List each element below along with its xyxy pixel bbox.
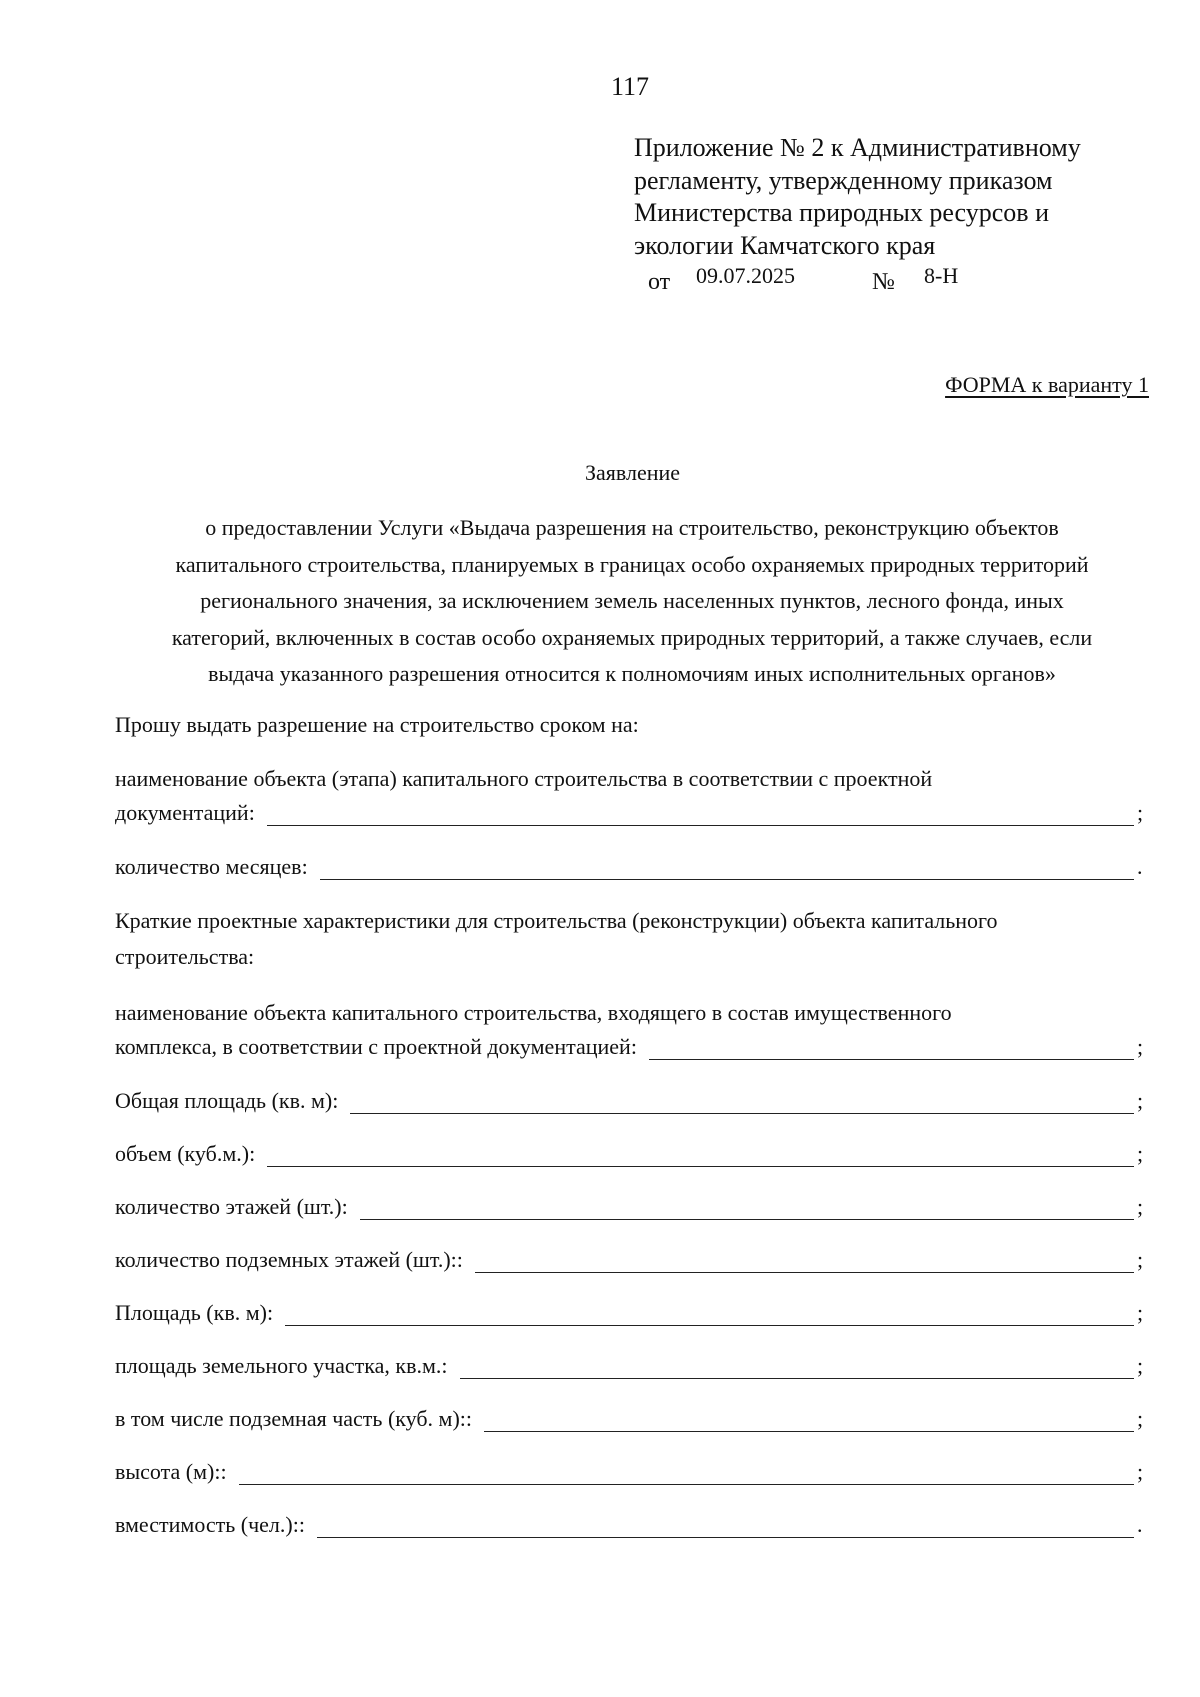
field-terminator: ;: [1137, 800, 1144, 825]
document-subtitle: [112, 510, 1152, 693]
appendix-note: [634, 132, 1154, 262]
area-field[interactable]: [115, 1296, 1145, 1326]
field-label: высота (м)::: [115, 1459, 227, 1484]
floors-field[interactable]: [115, 1190, 1145, 1220]
field-terminator: ;: [1137, 1459, 1144, 1484]
fill-in-line[interactable]: [317, 1511, 1134, 1538]
field-terminator: ;: [1137, 1194, 1144, 1219]
field-label: в том числе подземная часть (куб. м)::: [115, 1406, 473, 1431]
field-terminator: ;: [1137, 1034, 1144, 1059]
document-title: Заявление: [584, 460, 681, 485]
form-reference: ФОРМА к варианту 1: [945, 372, 1149, 397]
fill-in-line[interactable]: [484, 1405, 1134, 1432]
field-label: площадь земельного участка, кв.м.:: [115, 1353, 448, 1378]
approval-details: [648, 263, 1068, 297]
total-area-field[interactable]: [115, 1084, 1145, 1114]
field-label: объем (куб.м.):: [115, 1141, 256, 1166]
subtitle-line: капитального строительства, планируемых в границах особо охраняемых природных территорий: [175, 551, 1089, 577]
page-number: 117: [610, 72, 650, 101]
subtitle-line: регионального значения, за исключением земель населенных пунктов, лесного фонда, иных: [200, 588, 1064, 613]
field-label: комплекса, в соответствии с проектной документацией:: [115, 1034, 637, 1059]
object-name-field[interactable]: [115, 796, 1145, 826]
field-terminator: ;: [1137, 1406, 1144, 1431]
subtitle-line: о предоставлении Услуги «Выдача разрешения на строительство, реконструкцию объектов: [205, 515, 1059, 540]
fill-in-line[interactable]: [460, 1352, 1134, 1379]
months-field[interactable]: [115, 850, 1145, 880]
field-terminator: ;: [1137, 1088, 1144, 1113]
complex-object-text: наименование объекта капитального строительства, входящего в состав имущественного: [115, 1000, 952, 1025]
characteristics-heading-cont: строительства:: [115, 944, 255, 969]
fill-in-line[interactable]: [267, 1140, 1134, 1167]
fill-in-line[interactable]: [649, 1033, 1134, 1060]
approval-from-label: от: [648, 269, 671, 295]
appendix-line: Министерства природных ресурсов и: [634, 198, 1049, 227]
field-terminator: ;: [1137, 1247, 1144, 1272]
appendix-line: Приложение № 2 к Административному: [634, 133, 1081, 162]
fill-in-line[interactable]: [267, 799, 1134, 826]
field-terminator: .: [1137, 1512, 1143, 1537]
fill-in-line[interactable]: [285, 1299, 1134, 1326]
fill-in-line[interactable]: [475, 1246, 1134, 1273]
underground-floors-field[interactable]: [115, 1243, 1145, 1273]
approval-number: 8-Н: [924, 263, 959, 288]
approval-date: 09.07.2025: [696, 263, 795, 288]
field-label: вместимость (чел.)::: [115, 1512, 305, 1537]
fill-in-line[interactable]: [360, 1193, 1134, 1220]
approval-number-label: №: [872, 269, 895, 295]
field-label: количество месяцев:: [115, 854, 308, 879]
field-label: количество этажей (шт.):: [115, 1194, 348, 1219]
characteristics-heading: Краткие проектные характеристики для строительства (реконструкции) объекта капитального: [115, 908, 998, 933]
height-field[interactable]: [115, 1455, 1145, 1485]
fill-in-line[interactable]: [320, 853, 1134, 880]
fill-in-line[interactable]: [350, 1087, 1134, 1114]
field-label: Общая площадь (кв. м):: [115, 1088, 339, 1113]
field-terminator: ;: [1137, 1141, 1144, 1166]
subtitle-line: выдача указанного разрешения относится к полномочиям иных исполнительных органов»: [208, 661, 1056, 686]
field-terminator: ;: [1137, 1353, 1144, 1378]
appendix-line: регламенту, утвержденному приказом: [634, 165, 1053, 195]
complex-object-field[interactable]: [115, 1030, 1145, 1060]
request-intro: Прошу выдать разрешение на строительство сроком на:: [115, 712, 639, 737]
field-label: документаций:: [115, 800, 255, 825]
field-label: Площадь (кв. м):: [115, 1300, 274, 1325]
underground-volume-field[interactable]: [115, 1402, 1145, 1432]
subtitle-line: категорий, включенных в состав особо охраняемых природных территорий, а также случаев, если: [171, 624, 1093, 650]
field-terminator: .: [1137, 854, 1143, 879]
field-label: количество подземных этажей (шт.)::: [115, 1247, 463, 1272]
field-terminator: ;: [1137, 1300, 1144, 1325]
fill-in-line[interactable]: [239, 1458, 1134, 1485]
appendix-line: экологии Камчатского края: [634, 230, 936, 260]
volume-field[interactable]: [115, 1137, 1145, 1167]
object-name-text: наименование объекта (этапа) капитального строительства в соответствии с проектной: [115, 766, 933, 791]
capacity-field[interactable]: [115, 1508, 1145, 1538]
land-plot-area-field[interactable]: [115, 1349, 1145, 1379]
